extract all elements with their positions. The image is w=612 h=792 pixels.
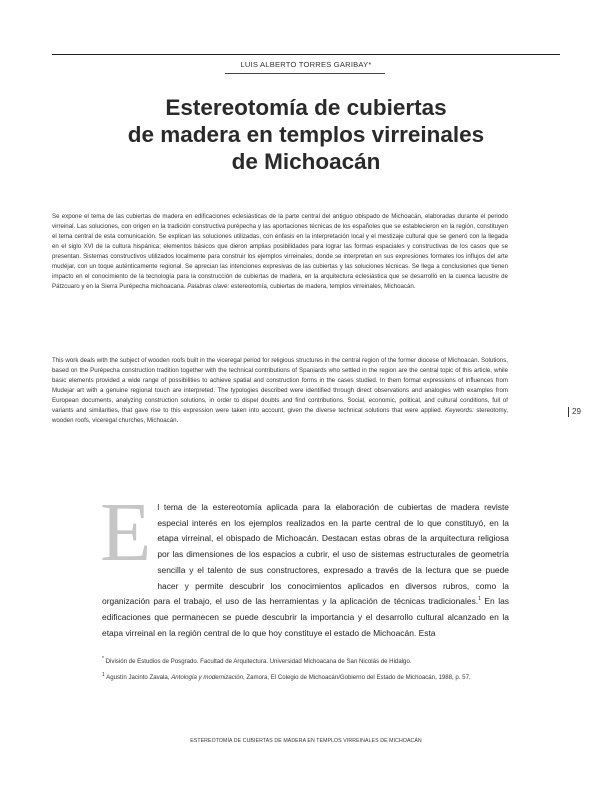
footnotes (102, 657, 509, 688)
drop-cap: E (100, 486, 152, 579)
author-name: LUIS ALBERTO TORRES GARIBAY* (240, 60, 372, 69)
running-footer: ESTEREOTOMÍA DE CUBIERTAS DE MADERA EN TEMPLOS VIRREINALES DE MICHOACÁN (190, 738, 422, 744)
title-line-3: de Michoacán (231, 149, 381, 174)
abstract-english (52, 356, 508, 426)
body-paragraph (100, 486, 509, 641)
footnote-star-mark: * (102, 655, 104, 662)
top-rule (52, 54, 560, 55)
footnote-star-text: División de Estudios de Posgrado. Facultad de Arquitectura. Universidad Michoacana de San Nicolás de Hidalgo. (105, 658, 412, 665)
body-text-main: l tema de la estereotomía aplicada para la elaboración de cubiertas de madera reviste especial interés en los ejemplos realizados en la parte central de lo que constituyó, en la etapa virreinal, el obispado de Michoacán. Destacan estas obras de la arquitectura religiosa por las dimensiones de los espacios a cubrir, el uso de sistemas estructurales de geometría sencilla y el talento de sus constructores, expresado a través de la lectura que se puede hacer y permite descubrir los conocimientos aplicados en diversos rubros, como la organización para el trabajo, el uso de las herramientas y la aplicación de técnicas tradicionales. (102, 502, 509, 607)
abstract-english-text: This work deals with the subject of wooden roofs built in the viceregal period for religious structures in the central region of the former diocese of Michoacán. Solutions, based on the Purépecha construction tradition together with the technical contributions of Spaniards who settled in the region are the central topic of this article, while basic elements provided a wide range of possibilities to achieve spatial and construction forms in the cases studied. In them formal expressions of influences from Mudejar art with a genuine regional touch are interpreted. The typologies described were identified through direct observations and analogies with examples from European documents, analyzing construction solutions, in order to dispel doubts and find contributions. Social, economic, political, and cultural conditions, full of variants and similarities, that gave rise to this expression were taken into account, given the diverse technical solutions that were applied. (52, 357, 508, 415)
keywords-en: stereotomy, wooden roofs, viceregal churches, Michoacán. (52, 407, 508, 425)
title-line-2: de madera en templos virreinales (127, 122, 485, 147)
abstract-spanish-text: Se expone el tema de las cubiertas de madera en edificaciones eclesiásticas de la parte central del antiguo obispado de Michoacán, elaboradas durante el periodo virreinal. Las soluciones, con origen en la tradición constructiva purépecha y las aportaciones técnicas de los españoles que se establecieron en la región, constituyen el tema central de esta comunicación. Se explican las soluciones utilizadas, con énfasis en la interpretación local y el mestizaje cultural que se generó con la llegada en el siglo XVI de la cultura hispánica; elementos básicos que dieron amplias posibilidades para lograr las formas espaciales y constructivas de los casos que se presentan. Sistemas constructivos utilizados localmente para construir los ejemplos virreinales, donde se interpretan en sus expresiones formales los influjos del arte mudéjar, con un toque auténticamente regional. Se aprecian las intenciones expresivas de las cubiertas y las soluciones técnicas. Se llega a conclusiones que tienen impacto en el conocimiento de la tecnología para la construcción de cubiertas de madera, en la arquitectura eclesiástica que se desarrolló en la cuenca lacustre de Pátzcuaro y en la Sierra Purépecha michoacana. (52, 213, 508, 291)
footnote-ref-1: 1 (478, 596, 481, 603)
footnote-1-mark: 1 (102, 671, 105, 678)
footnote-1-author: Agustín Jacinto Zavala, (106, 673, 170, 681)
footnote-1-title: Antología y modernización (171, 673, 244, 681)
footnote-1-rest: , Zamora, El Colegio de Michoacán/Gobierno del Estado de Michoacán, 1988, p. 57. (243, 673, 471, 681)
keywords-label-en: Keywords: (445, 407, 474, 415)
author-rule (225, 73, 385, 74)
page-number: 29 (568, 407, 581, 417)
keywords-label-es: Palabras clave: (187, 283, 230, 291)
footnote-1 (102, 673, 509, 684)
title-line-1: Estereotomía de cubiertas (165, 95, 447, 120)
abstract-spanish (52, 212, 508, 292)
article-title (40, 94, 572, 175)
footnote-affiliation (102, 657, 509, 668)
body-text-continued: En las edificaciones que permanecen se puede descubrir la importancia y el desarrollo cultural alcanzado en la etapa virreinal en la región central de lo que hoy constituye el estado de Michoacán. Esta (102, 596, 509, 638)
keywords-es: estereotomía, cubiertas de madera, templos virreinales, Michoacán. (230, 283, 416, 291)
